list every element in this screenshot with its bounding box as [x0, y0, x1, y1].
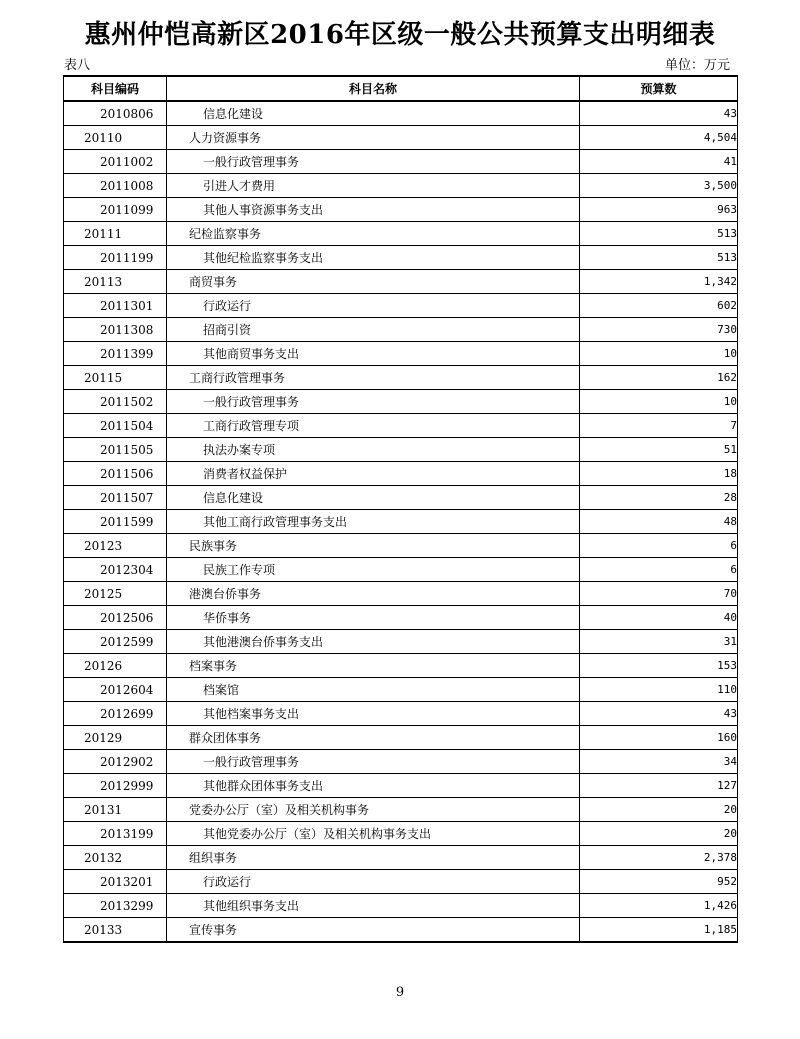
cell-amount: 20: [580, 822, 738, 846]
cell-code: 20111: [64, 222, 167, 246]
cell-code: 20113: [64, 270, 167, 294]
table-row: [64, 726, 738, 750]
cell-name: 信息化建设: [167, 101, 580, 126]
cell-name: 其他档案事务支出: [167, 702, 580, 726]
table-number-label: 表八: [64, 58, 91, 73]
cell-code: 2012902: [64, 750, 167, 774]
table-row: [64, 582, 738, 606]
cell-amount: 34: [580, 750, 738, 774]
cell-code: 2011002: [64, 150, 167, 174]
cell-amount: 2,378: [580, 846, 738, 870]
table-row: [64, 894, 738, 918]
cell-amount: 127: [580, 774, 738, 798]
cell-amount: 41: [580, 150, 738, 174]
cell-name: 民族事务: [167, 534, 580, 558]
cell-name: 档案事务: [167, 654, 580, 678]
table-row: [64, 678, 738, 702]
cell-name: 党委办公厅（室）及相关机构事务: [167, 798, 580, 822]
table-row: [64, 630, 738, 654]
cell-name: 纪检监察事务: [167, 222, 580, 246]
table-row: [64, 462, 738, 486]
cell-amount: 110: [580, 678, 738, 702]
cell-code: 20125: [64, 582, 167, 606]
page-number: 9: [395, 985, 405, 1000]
cell-name: 民族工作专项: [167, 558, 580, 582]
cell-amount: 160: [580, 726, 738, 750]
cell-name: 工商行政管理事务: [167, 366, 580, 390]
cell-name: 招商引资: [167, 318, 580, 342]
cell-amount: 40: [580, 606, 738, 630]
cell-code: 2011008: [64, 174, 167, 198]
cell-amount: 7: [580, 414, 738, 438]
cell-amount: 513: [580, 222, 738, 246]
cell-amount: 48: [580, 510, 738, 534]
cell-code: 20126: [64, 654, 167, 678]
cell-name: 其他纪检监察事务支出: [167, 246, 580, 270]
column-header-amount: 预算数: [580, 76, 738, 101]
table-row: [64, 438, 738, 462]
cell-code: 2013199: [64, 822, 167, 846]
cell-name: 其他港澳台侨事务支出: [167, 630, 580, 654]
cell-name: 华侨事务: [167, 606, 580, 630]
cell-name: 一般行政管理事务: [167, 750, 580, 774]
table-row: [64, 606, 738, 630]
cell-name: 工商行政管理专项: [167, 414, 580, 438]
cell-amount: 963: [580, 198, 738, 222]
cell-name: 人力资源事务: [167, 126, 580, 150]
cell-name: 商贸事务: [167, 270, 580, 294]
cell-code: 2012506: [64, 606, 167, 630]
table-row: [64, 342, 738, 366]
cell-code: 2012604: [64, 678, 167, 702]
cell-name: 其他群众团体事务支出: [167, 774, 580, 798]
cell-name: 群众团体事务: [167, 726, 580, 750]
table-row: [64, 510, 738, 534]
cell-code: 2011199: [64, 246, 167, 270]
cell-code: 20123: [64, 534, 167, 558]
cell-amount: 18: [580, 462, 738, 486]
cell-amount: 6: [580, 534, 738, 558]
column-header-code: 科目编码: [64, 76, 167, 101]
table-row: [64, 174, 738, 198]
cell-name: 行政运行: [167, 870, 580, 894]
table-row: [64, 870, 738, 894]
cell-amount: 10: [580, 342, 738, 366]
table-row: [64, 150, 738, 174]
cell-amount: 3,500: [580, 174, 738, 198]
cell-amount: 1,185: [580, 918, 738, 943]
cell-amount: 513: [580, 246, 738, 270]
cell-code: 2011301: [64, 294, 167, 318]
table-row: [64, 654, 738, 678]
table-body: [64, 101, 738, 942]
cell-code: 2011502: [64, 390, 167, 414]
cell-code: 2011308: [64, 318, 167, 342]
cell-amount: 51: [580, 438, 738, 462]
cell-name: 消费者权益保护: [167, 462, 580, 486]
table-row: [64, 222, 738, 246]
cell-code: 2011099: [64, 198, 167, 222]
cell-name: 执法办案专项: [167, 438, 580, 462]
cell-amount: 43: [580, 101, 738, 126]
cell-name: 港澳台侨事务: [167, 582, 580, 606]
table-row: [64, 126, 738, 150]
cell-code: 2010806: [64, 101, 167, 126]
table-row: [64, 558, 738, 582]
cell-amount: 4,504: [580, 126, 738, 150]
cell-amount: 43: [580, 702, 738, 726]
table-row: [64, 846, 738, 870]
table-row: [64, 774, 738, 798]
unit-label: 单位：万元: [664, 58, 730, 73]
table-row: [64, 198, 738, 222]
table-row: [64, 270, 738, 294]
cell-code: 20132: [64, 846, 167, 870]
cell-code: 20115: [64, 366, 167, 390]
cell-amount: 6: [580, 558, 738, 582]
cell-code: 2011507: [64, 486, 167, 510]
cell-name: 其他党委办公厅（室）及相关机构事务支出: [167, 822, 580, 846]
cell-amount: 602: [580, 294, 738, 318]
cell-code: 2012699: [64, 702, 167, 726]
table-row: [64, 702, 738, 726]
table-row: [64, 101, 738, 126]
table-row: [64, 294, 738, 318]
cell-name: 引进人才费用: [167, 174, 580, 198]
table-row: [64, 318, 738, 342]
table-row: [64, 486, 738, 510]
cell-amount: 952: [580, 870, 738, 894]
table-row: [64, 534, 738, 558]
cell-code: 20129: [64, 726, 167, 750]
cell-code: 2013201: [64, 870, 167, 894]
cell-code: 2012304: [64, 558, 167, 582]
column-header-name: 科目名称: [167, 76, 580, 101]
table-row: [64, 822, 738, 846]
cell-amount: 20: [580, 798, 738, 822]
cell-name: 宣传事务: [167, 918, 580, 943]
cell-amount: 153: [580, 654, 738, 678]
cell-name: 组织事务: [167, 846, 580, 870]
cell-name: 其他商贸事务支出: [167, 342, 580, 366]
cell-amount: 10: [580, 390, 738, 414]
table-row: [64, 750, 738, 774]
page-title: 惠州仲恺高新区2016年区级一般公共预算支出明细表: [84, 20, 716, 50]
table-row: [64, 366, 738, 390]
cell-code: 2012999: [64, 774, 167, 798]
cell-name: 其他组织事务支出: [167, 894, 580, 918]
cell-name: 一般行政管理事务: [167, 150, 580, 174]
cell-name: 档案馆: [167, 678, 580, 702]
cell-code: 2013299: [64, 894, 167, 918]
cell-amount: 28: [580, 486, 738, 510]
cell-code: 20131: [64, 798, 167, 822]
cell-code: 2011504: [64, 414, 167, 438]
table-row: [64, 918, 738, 943]
cell-amount: 70: [580, 582, 738, 606]
cell-name: 其他人事资源事务支出: [167, 198, 580, 222]
cell-code: 20133: [64, 918, 167, 943]
cell-amount: 1,426: [580, 894, 738, 918]
table-row: [64, 798, 738, 822]
cell-code: 2011599: [64, 510, 167, 534]
cell-code: 2012599: [64, 630, 167, 654]
table-row: [64, 414, 738, 438]
cell-code: 20110: [64, 126, 167, 150]
cell-name: 行政运行: [167, 294, 580, 318]
cell-code: 2011505: [64, 438, 167, 462]
cell-name: 其他工商行政管理事务支出: [167, 510, 580, 534]
cell-name: 信息化建设: [167, 486, 580, 510]
cell-amount: 730: [580, 318, 738, 342]
budget-table: [63, 75, 738, 943]
table-row: [64, 390, 738, 414]
table-row: [64, 246, 738, 270]
cell-amount: 1,342: [580, 270, 738, 294]
cell-amount: 31: [580, 630, 738, 654]
cell-code: 2011399: [64, 342, 167, 366]
cell-name: 一般行政管理事务: [167, 390, 580, 414]
cell-code: 2011506: [64, 462, 167, 486]
cell-amount: 162: [580, 366, 738, 390]
table-header-row: [64, 76, 738, 101]
